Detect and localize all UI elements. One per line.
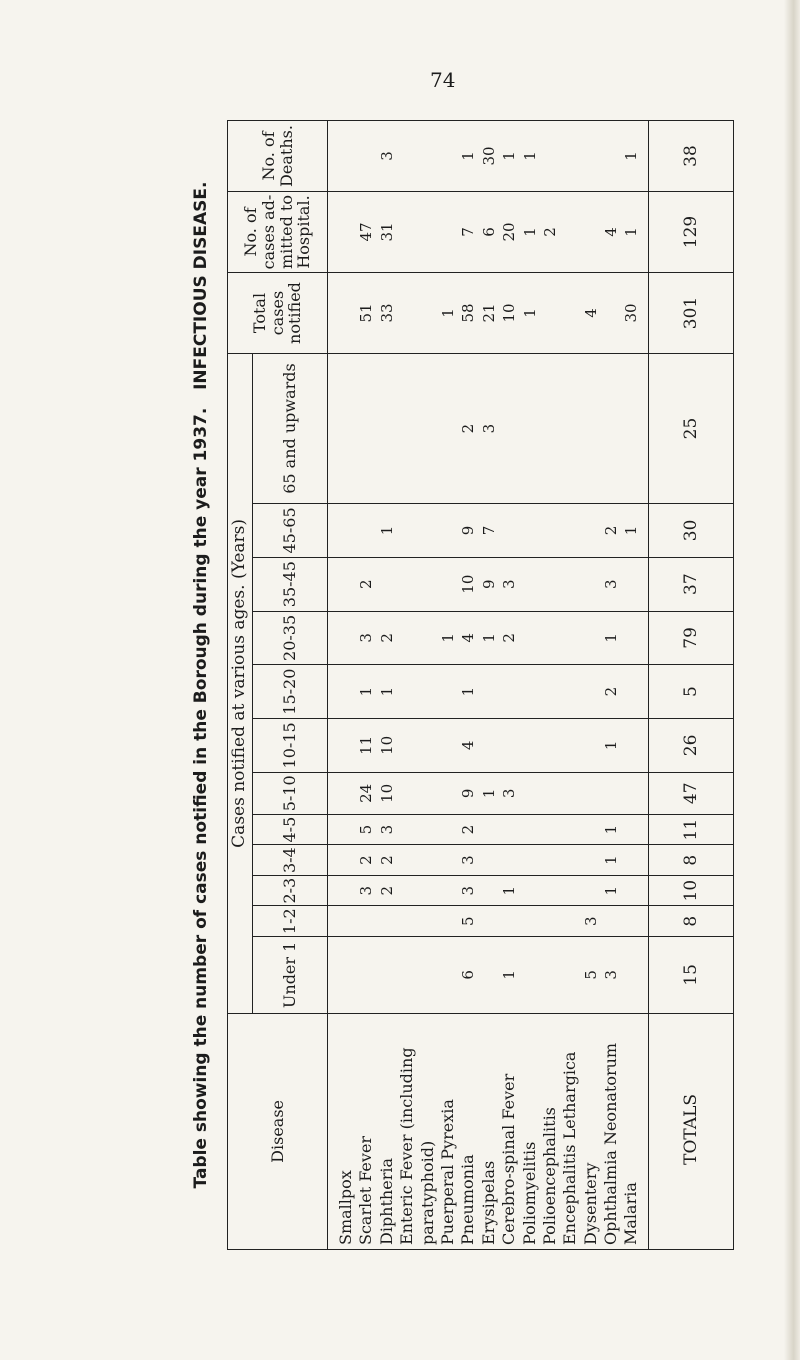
value-cell: 30	[622, 303, 641, 323]
value-cell	[438, 665, 458, 718]
value-cell: 24	[357, 783, 376, 803]
value-cell	[479, 665, 499, 718]
value-column	[328, 611, 649, 665]
value-cell: 3	[479, 423, 498, 434]
disease-name: Cerebro-spinal Fever	[499, 1073, 519, 1245]
disease-name: Enteric Fever (including	[397, 1047, 417, 1245]
value-cell: 1	[500, 151, 519, 161]
value-cell	[540, 815, 560, 845]
value-cell	[397, 937, 417, 1013]
value-cell	[520, 937, 540, 1013]
value-column	[328, 936, 649, 1013]
value-cell	[438, 845, 458, 875]
value-cell: 3	[357, 633, 376, 643]
value-cell	[499, 504, 519, 557]
value-cell: 1	[622, 227, 641, 237]
value-cell: 2	[540, 227, 559, 237]
value-cell	[560, 612, 580, 665]
value-column	[328, 354, 649, 504]
value-cell	[581, 612, 601, 665]
disease-name: Erysipelas	[478, 1160, 498, 1245]
value-cell	[499, 354, 519, 503]
header-age: 5-10	[253, 772, 328, 814]
value-cell: 2	[602, 686, 621, 697]
value-cell	[520, 612, 540, 665]
value-cell: 4	[459, 633, 478, 643]
value-cell	[418, 558, 438, 611]
value-cell	[540, 773, 560, 814]
header-hospital: No. of cases ad- mitted to Hospital.	[228, 192, 328, 273]
value-cell	[581, 773, 601, 814]
value-column	[328, 719, 649, 773]
value-cell	[397, 192, 417, 272]
value-cell	[397, 121, 417, 191]
value-cell	[560, 354, 580, 503]
value-cell	[479, 906, 499, 936]
disease-name: Poliomyelitis	[519, 1141, 539, 1245]
value-cell: 47	[357, 222, 376, 242]
header-age: 65 and upwards	[253, 354, 328, 504]
value-cell	[540, 558, 560, 611]
value-cell	[336, 719, 356, 772]
value-cell	[336, 612, 356, 665]
value-cell	[621, 845, 641, 875]
value-cell	[418, 845, 438, 875]
rotated-page	[175, 80, 795, 1290]
value-cell	[336, 876, 356, 906]
value-cell	[438, 815, 458, 845]
value-cell	[418, 273, 438, 353]
value-cell: 10	[459, 574, 478, 594]
value-cell	[581, 845, 601, 875]
value-cell: 3	[377, 151, 396, 161]
value-cell	[540, 719, 560, 772]
value-cell: 1	[520, 308, 539, 318]
value-cell	[356, 354, 376, 503]
value-cell: 1	[357, 686, 376, 697]
value-cell	[540, 121, 560, 191]
total-cell: 129	[648, 192, 733, 273]
value-cell	[540, 504, 560, 557]
value-cell: 33	[377, 303, 396, 323]
value-cell: 2	[459, 824, 478, 835]
value-cell	[418, 815, 438, 845]
value-cell	[418, 719, 438, 772]
value-cell	[601, 906, 621, 936]
value-cell	[418, 192, 438, 272]
total-cell: 11	[648, 814, 733, 845]
value-cell: 1	[520, 227, 539, 237]
value-cell	[499, 665, 519, 718]
value-cell: 9	[459, 788, 478, 799]
value-cell: 4	[602, 227, 621, 237]
value-cell: 58	[459, 303, 478, 323]
value-cell	[397, 845, 417, 875]
caption	[175, 80, 227, 1290]
value-cell	[479, 815, 499, 845]
disease-list	[328, 1013, 649, 1249]
value-column	[328, 906, 649, 937]
total-cell: 8	[648, 906, 733, 937]
value-cell: 1	[602, 885, 621, 896]
value-cell	[418, 665, 438, 718]
value-cell	[621, 937, 641, 1013]
header-group: Cases notified at various ages. (Years)	[228, 354, 253, 1014]
value-cell: 1	[500, 885, 519, 896]
value-column	[328, 273, 649, 354]
value-cell	[397, 558, 417, 611]
value-cell: 7	[479, 525, 498, 536]
value-cell	[520, 719, 540, 772]
value-cell: 1	[622, 525, 641, 536]
value-cell: 1	[500, 970, 519, 980]
value-cell	[479, 876, 499, 906]
value-column	[328, 772, 649, 814]
value-cell	[356, 937, 376, 1013]
value-cell	[336, 558, 356, 611]
value-cell	[397, 719, 417, 772]
disease-table	[227, 120, 734, 1250]
value-cell	[621, 876, 641, 906]
value-cell	[520, 354, 540, 503]
disease-name: Smallpox	[336, 1170, 355, 1245]
total-cell: 25	[648, 354, 733, 504]
disease-name: Dysentery	[580, 1162, 600, 1245]
value-cell	[601, 121, 621, 191]
value-cell	[560, 121, 580, 191]
value-cell	[581, 504, 601, 557]
value-cell: 30	[479, 146, 498, 166]
value-cell	[479, 719, 499, 772]
value-cell	[438, 719, 458, 772]
value-cell	[397, 273, 417, 353]
value-cell: 10	[377, 735, 396, 755]
value-cell: 3	[377, 824, 396, 835]
page-number: 74	[430, 68, 456, 92]
value-column	[328, 875, 649, 906]
value-cell: 3	[581, 916, 600, 926]
value-cell: 5	[581, 970, 600, 980]
value-cell	[418, 906, 438, 936]
value-column	[328, 504, 649, 558]
value-cell: 2	[500, 633, 519, 643]
value-cell	[418, 773, 438, 814]
value-cell	[397, 876, 417, 906]
value-cell: 51	[357, 303, 376, 323]
header-deaths: No. of Deaths.	[228, 121, 328, 192]
value-cell	[336, 773, 356, 814]
disease-name: Pneumonia	[458, 1154, 478, 1245]
value-cell	[540, 876, 560, 906]
value-cell	[397, 354, 417, 503]
value-cell: 5	[357, 824, 376, 835]
value-cell	[520, 906, 540, 936]
header-age: 3-4	[253, 845, 328, 876]
value-cell	[621, 773, 641, 814]
value-cell: 1	[459, 686, 478, 697]
header-age: 45-65	[253, 504, 328, 558]
value-cell	[540, 665, 560, 718]
value-cell	[438, 906, 458, 936]
value-cell	[356, 906, 376, 936]
header-age: 2-3	[253, 875, 328, 906]
value-cell: 6	[479, 227, 498, 237]
total-cell: 47	[648, 772, 733, 814]
value-cell	[560, 937, 580, 1013]
value-cell	[540, 612, 560, 665]
value-cell: 1	[377, 686, 396, 697]
value-cell: 3	[459, 855, 478, 865]
value-column	[328, 814, 649, 845]
value-cell	[581, 665, 601, 718]
value-cell	[479, 845, 499, 875]
header-age: 15-20	[253, 665, 328, 719]
value-cell: 2	[377, 633, 396, 643]
value-cell	[356, 121, 376, 191]
value-cell	[438, 121, 458, 191]
value-cell	[520, 665, 540, 718]
disease-name: Polioencephalitis	[539, 1107, 559, 1245]
value-cell	[560, 876, 580, 906]
total-cell: 8	[648, 845, 733, 876]
total-cell: 37	[648, 557, 733, 611]
value-cell	[418, 504, 438, 557]
totals-label: TOTALS	[648, 1013, 733, 1249]
value-cell	[479, 937, 499, 1013]
value-cell: 3	[357, 885, 376, 896]
value-cell	[621, 906, 641, 936]
value-cell	[336, 815, 356, 845]
value-cell: 6	[459, 970, 478, 980]
value-cell: 2	[377, 885, 396, 896]
value-cell	[601, 354, 621, 503]
value-cell	[601, 773, 621, 814]
header-disease: Disease	[228, 1013, 328, 1249]
value-cell: 3	[602, 579, 621, 589]
value-cell: 3	[500, 579, 519, 589]
value-cell	[560, 845, 580, 875]
value-column	[328, 192, 649, 273]
total-cell: 5	[648, 665, 733, 719]
value-cell	[499, 906, 519, 936]
value-cell	[581, 558, 601, 611]
value-cell	[418, 612, 438, 665]
value-cell	[397, 773, 417, 814]
value-cell	[397, 906, 417, 936]
value-cell	[581, 192, 601, 272]
value-cell: 1	[602, 740, 621, 751]
value-cell	[621, 558, 641, 611]
value-cell	[540, 273, 560, 353]
total-cell: 30	[648, 504, 733, 558]
value-cell: 3	[459, 885, 478, 896]
value-cell: 1	[479, 633, 498, 643]
value-cell	[377, 558, 397, 611]
value-cell	[520, 504, 540, 557]
disease-name: Diphtheria	[376, 1158, 396, 1245]
value-cell	[581, 815, 601, 845]
value-column	[328, 665, 649, 719]
total-cell: 79	[648, 611, 733, 665]
value-cell: 10	[377, 783, 396, 803]
value-cell: 2	[357, 579, 376, 589]
value-cell	[621, 719, 641, 772]
value-cell: 2	[377, 855, 396, 865]
value-cell	[560, 273, 580, 353]
header-age: 10-15	[253, 719, 328, 773]
total-cell: 15	[648, 936, 733, 1013]
value-cell	[520, 773, 540, 814]
value-cell: 1	[377, 525, 396, 536]
value-cell	[438, 504, 458, 557]
value-cell	[499, 815, 519, 845]
value-cell	[540, 354, 560, 503]
value-cell	[397, 665, 417, 718]
total-cell: 10	[648, 875, 733, 906]
value-cell: 1	[459, 151, 478, 161]
value-cell	[336, 354, 356, 503]
value-cell	[438, 558, 458, 611]
value-cell	[560, 815, 580, 845]
value-cell	[397, 504, 417, 557]
value-column	[328, 557, 649, 611]
total-cell: 301	[648, 273, 733, 354]
header-age: 20-35	[253, 611, 328, 665]
value-cell: 21	[479, 303, 498, 323]
page-edge-shadow	[784, 0, 800, 1360]
value-cell	[499, 719, 519, 772]
value-cell	[621, 354, 641, 503]
value-cell	[377, 906, 397, 936]
value-cell: 9	[459, 525, 478, 536]
value-cell	[336, 845, 356, 875]
value-cell	[540, 845, 560, 875]
value-cell	[336, 121, 356, 191]
value-cell	[560, 558, 580, 611]
value-cell	[438, 354, 458, 503]
value-cell	[397, 815, 417, 845]
value-cell: 4	[581, 308, 600, 318]
value-cell: 3	[602, 970, 621, 980]
value-cell	[336, 504, 356, 557]
value-cell	[438, 937, 458, 1013]
value-cell: 1	[520, 151, 539, 161]
value-cell	[520, 876, 540, 906]
value-cell: 4	[459, 740, 478, 751]
value-cell: 1	[479, 788, 498, 799]
disease-name: Puerperal Pyrexia	[437, 1099, 457, 1245]
value-cell: 2	[459, 423, 478, 434]
value-cell	[581, 876, 601, 906]
value-cell	[336, 906, 356, 936]
value-cell: 1	[602, 824, 621, 835]
value-cell	[581, 121, 601, 191]
value-cell	[397, 612, 417, 665]
value-cell	[621, 815, 641, 845]
value-cell	[336, 937, 356, 1013]
value-cell: 31	[377, 222, 396, 242]
value-cell: 1	[438, 308, 457, 318]
value-cell: 5	[459, 916, 478, 926]
value-cell	[377, 354, 397, 503]
total-cell: 26	[648, 719, 733, 773]
value-cell	[418, 121, 438, 191]
value-cell: 7	[459, 227, 478, 237]
value-cell	[560, 906, 580, 936]
header-age: 4-5	[253, 814, 328, 845]
value-cell	[560, 719, 580, 772]
value-cell	[438, 192, 458, 272]
disease-name: Encephalitis Lethargica	[560, 1051, 580, 1245]
value-cell	[418, 937, 438, 1013]
value-cell	[356, 504, 376, 557]
value-cell	[336, 665, 356, 718]
value-cell	[438, 876, 458, 906]
value-cell: 11	[357, 735, 376, 755]
value-cell: 1	[602, 633, 621, 643]
header-age: 35-45	[253, 557, 328, 611]
value-cell: 1	[602, 855, 621, 865]
value-cell: 1	[438, 633, 457, 643]
value-cell	[540, 937, 560, 1013]
disease-name: Malaria	[621, 1182, 641, 1245]
value-cell	[621, 612, 641, 665]
value-cell	[377, 937, 397, 1013]
value-cell	[601, 273, 621, 353]
value-cell	[520, 815, 540, 845]
value-cell	[560, 504, 580, 557]
value-cell	[418, 876, 438, 906]
value-cell	[418, 354, 438, 503]
value-column	[328, 845, 649, 876]
value-cell	[499, 845, 519, 875]
header-age: Under 1	[253, 936, 328, 1013]
value-cell: 1	[622, 151, 641, 161]
disease-name: Ophthalmia Neonatorum	[601, 1042, 621, 1245]
value-cell	[581, 719, 601, 772]
value-cell	[540, 906, 560, 936]
value-cell: 20	[500, 222, 519, 242]
heading: INFECTIOUS DISEASE.	[191, 181, 211, 390]
value-cell	[560, 773, 580, 814]
header-total: Total cases notified	[228, 273, 328, 354]
value-cell: 10	[500, 303, 519, 323]
value-column	[328, 121, 649, 192]
disease-name: paratyphoid)	[417, 1140, 437, 1245]
value-cell	[621, 665, 641, 718]
value-cell	[560, 192, 580, 272]
value-cell	[336, 192, 356, 272]
value-cell	[520, 558, 540, 611]
disease-name: Scarlet Fever	[356, 1135, 376, 1245]
value-cell: 2	[357, 855, 376, 865]
value-cell	[581, 354, 601, 503]
value-cell: 2	[602, 525, 621, 536]
value-cell	[520, 845, 540, 875]
caption-text: Table showing the number of cases notified in the Borough during the year 1937.	[191, 407, 211, 1189]
value-cell: 3	[500, 788, 519, 799]
value-cell: 9	[479, 579, 498, 589]
value-cell	[438, 773, 458, 814]
value-cell	[336, 273, 356, 353]
total-cell: 38	[648, 121, 733, 192]
header-age: 1-2	[253, 906, 328, 937]
value-cell	[560, 665, 580, 718]
